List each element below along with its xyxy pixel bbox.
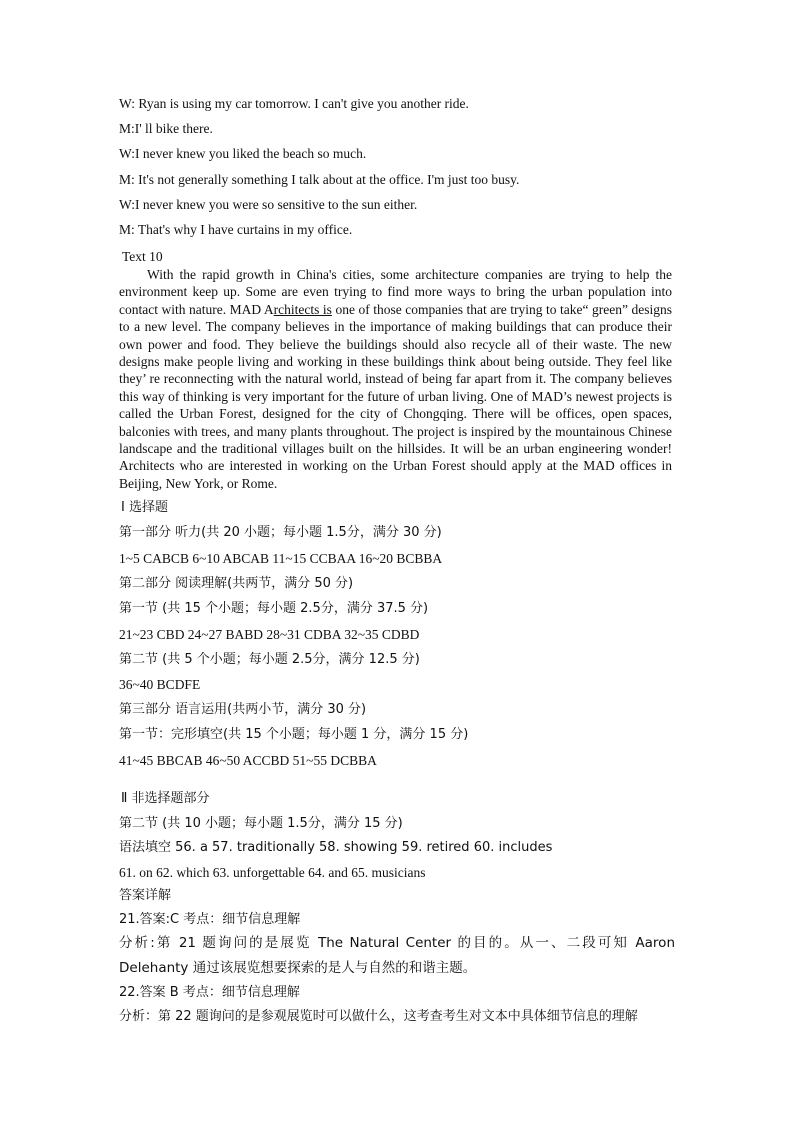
part2-section2-title: 第二节 (共 5 个小题；每小题 2.5分，满分 12.5 分) — [119, 652, 420, 667]
section2-title: Ⅱ 非选择题部分 — [121, 791, 210, 806]
text10-heading: Text 10 — [122, 249, 163, 264]
part3-title: 第三部分 语言运用(共两小节，满分 30 分) — [119, 702, 367, 717]
q22-heading: 22.答案 B 考点：细节信息理解 — [119, 985, 300, 1000]
dialogue-line-5: W:I never knew you were so sensitive to the sun either. — [119, 197, 418, 212]
part3-section1-title: 第一节：完形填空(共 15 个小题；每小题 1 分，满分 15 分) — [119, 727, 469, 742]
passage-part-2: one of those companies that are trying to take“ green” designs to a new level. The company believes in the importance of making buildings that can produce their own power and food. They believe the buildings should also recycle all of their waste. The new designs make people living and working in these buildings think about being outside. They feel like they’ re reconnecting with the natural world, instead of being far apart from it. The company believes this way of thinking is very important for the future of urban living. One of MAD’s newest projects is called the Urban Forest, designed for the city of Chongqing. There will be offices, open spaces, balconies with trees, and many plants throughout. The project is inspired by the mountainous Chinese landscape and the traditional villages built on the hillsides. It will be an urban engineering wonder! Architects who are interested in working on the Urban Forest should apply at the MAD offices in Beijing, New York, or Rome. — [119, 301, 672, 491]
passage-part-1: With the rapid growth in China's cities, some architecture companies are trying to help the environment keep up. Some are even trying to find more ways to bring the urban population into contact with nature. MAD A — [119, 267, 672, 317]
text10-passage — [119, 266, 672, 492]
part2-section1-answers: 21~23 CBD 24~27 BABD 28~31 CDBA 32~35 CDBD — [119, 627, 420, 642]
q21-heading: 21.答案:C 考点：细节信息理解 — [119, 912, 301, 927]
part3-section1-answers: 41~45 BBCAB 46~50 ACCBD 51~55 DCBBA — [119, 753, 377, 768]
grammar-answers-line-2: 61. on 62. which 63. unforgettable 64. and 65. musicians — [119, 865, 426, 880]
part3-section2-title: 第二节 (共 10 小题；每小题 1.5分，满分 15 分) — [119, 816, 403, 831]
dialogue-line-2: M:I' ll bike there. — [119, 121, 213, 136]
part2-section2-answers: 36~40 BCDFE — [119, 677, 201, 692]
part2-title: 第二部分 阅读理解(共两节，满分 50 分) — [119, 576, 354, 591]
passage-underlined: rchitects is — [273, 301, 332, 317]
q21-analysis: 分析:第 21 题询问的是展览 The Natural Center 的目的。从一、二段可知 Aaron Delehanty 通过该展览想要探索的是人与自然的和谐主题。 — [119, 935, 675, 976]
dialogue-line-4: M: It's not generally something I talk about at the office. I'm just too busy. — [119, 172, 520, 187]
dialogue-line-3: W:I never knew you liked the beach so much. — [119, 146, 367, 161]
q22-analysis: 分析：第 22 题询问的是参观展览时可以做什么，这考查考生对文本中具体细节信息的理解 — [119, 1009, 638, 1024]
section1-title: Ⅰ 选择题 — [121, 500, 168, 515]
part1-answers: 1~5 CABCB 6~10 ABCAB 11~15 CCBAA 16~20 BCBBA — [119, 551, 443, 566]
grammar-answers-line-1: 语法填空 56. a 57. traditionally 58. showing 59. retired 60. includes — [119, 840, 553, 855]
part1-title: 第一部分 听力(共 20 小题；每小题 1.5分，满分 30 分) — [119, 525, 442, 540]
dialogue-line-1: W: Ryan is using my car tomorrow. I can't give you another ride. — [119, 96, 469, 111]
explanations-title: 答案详解 — [119, 888, 172, 903]
dialogue-line-6: M: That's why I have curtains in my office. — [119, 222, 353, 237]
part2-section1-title: 第一节 (共 15 个小题；每小题 2.5分，满分 37.5 分) — [119, 601, 429, 616]
